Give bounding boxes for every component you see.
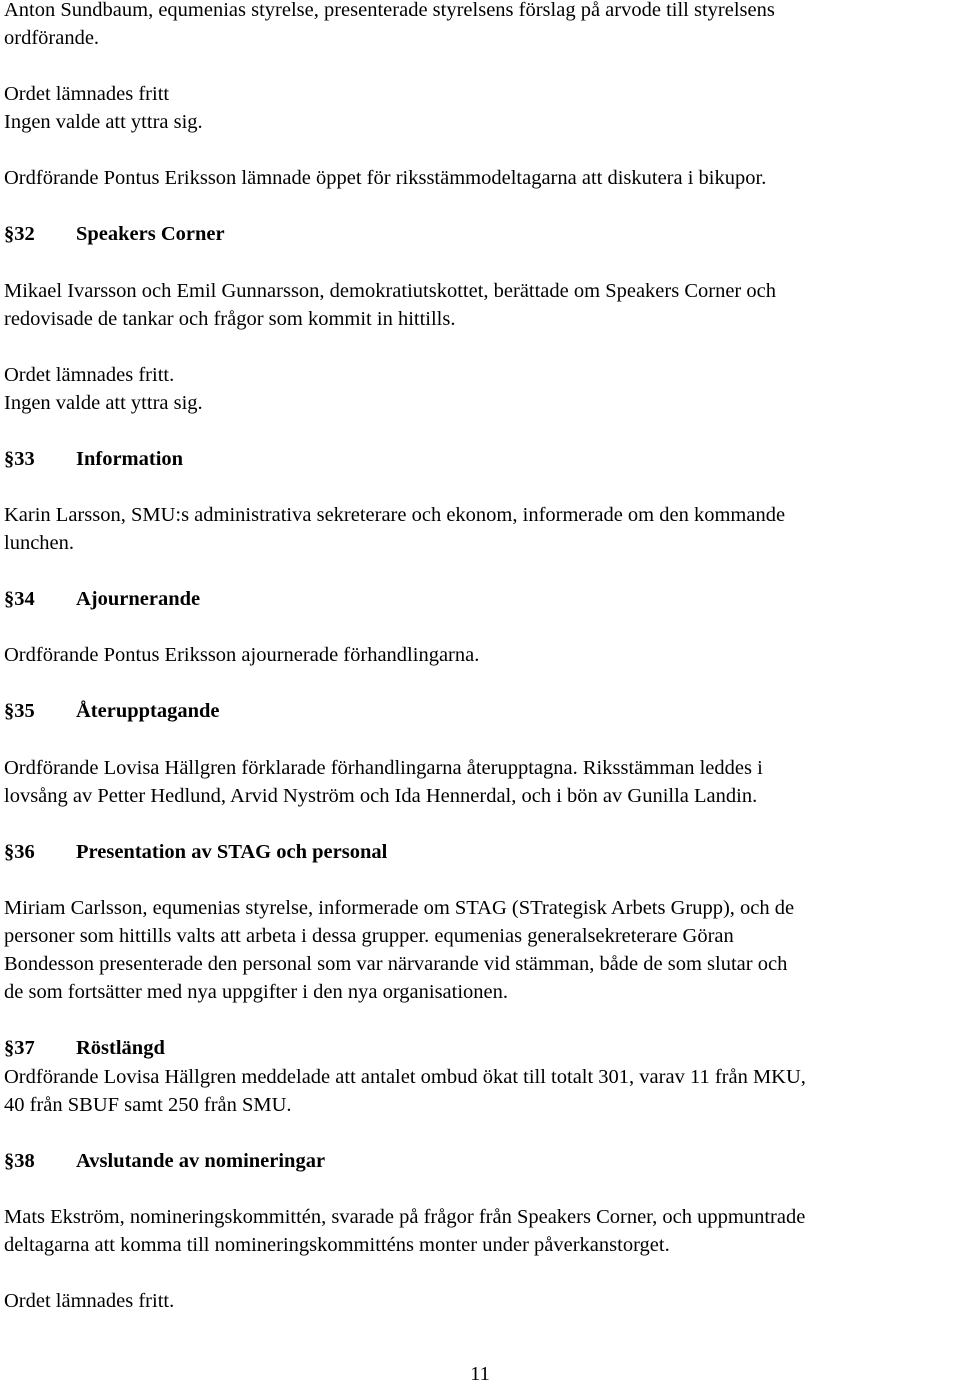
paragraph-line: Ordet lämnades fritt.: [4, 364, 175, 386]
paragraph-line: Ordförande Lovisa Hällgren meddelade att antalet ombud ökat till totalt 301, varav 11 från MKU,: [4, 1066, 806, 1088]
paragraph-line: Mikael Ivarsson och Emil Gunnarsson, demokratiutskottet, berättade om Speakers Corner och: [4, 280, 776, 302]
section-heading-37: [4, 1036, 165, 1060]
section-heading-36: [4, 840, 387, 864]
paragraph-line: lunchen.: [4, 532, 75, 554]
paragraph-line: personer som hittills valts att arbeta i dessa grupper. equmenias generalsekreterare Göran: [4, 925, 734, 947]
paragraph-line: Miriam Carlsson, equmenias styrelse, informerade om STAG (STrategisk Arbets Grupp), och de: [4, 897, 795, 919]
section-title: Avslutande av nomineringar: [76, 1150, 326, 1172]
section-title: Information: [76, 448, 184, 470]
section-title: Ajournerande: [76, 588, 201, 610]
section-number: §37: [4, 1037, 35, 1059]
paragraph-line: Ingen valde att yttra sig.: [4, 111, 203, 133]
paragraph-line: Mats Ekström, nomineringskommittén, svarade på frågor från Speakers Corner, och uppmuntrade: [4, 1206, 806, 1228]
section-title: Återupptagande: [76, 700, 220, 722]
paragraph-line: redovisade de tankar och frågor som kommit in hittills.: [4, 308, 456, 330]
paragraph-line: lovsång av Petter Hedlund, Arvid Nyström och Ida Hennerdal, och i bön av Gunilla Landin.: [4, 785, 758, 807]
paragraph-line: Ordförande Pontus Eriksson ajournerade förhandlingarna.: [4, 644, 480, 666]
paragraph-line: 40 från SBUF samt 250 från SMU.: [4, 1094, 292, 1116]
section-heading-33: [4, 447, 183, 471]
section-heading-34: [4, 587, 200, 611]
section-title: Presentation av STAG och personal: [76, 841, 388, 863]
section-number: §33: [4, 448, 35, 470]
paragraph-line: Ordförande Pontus Eriksson lämnade öppet för riksstämmodeltagarna att diskutera i bikupor.: [4, 167, 767, 189]
section-title: Speakers Corner: [76, 223, 225, 245]
paragraph-line: Ordet lämnades fritt: [4, 83, 170, 105]
paragraph-line: Karin Larsson, SMU:s administrativa sekreterare och ekonom, informerade om den kommande: [4, 504, 786, 526]
section-heading-35: [4, 699, 220, 723]
section-number: §34: [4, 588, 35, 610]
paragraph-line: Ordförande Lovisa Hällgren förklarade förhandlingarna återupptagna. Riksstämman leddes i: [4, 757, 763, 779]
section-heading-38: [4, 1149, 325, 1173]
paragraph-line: Anton Sundbaum, equmenias styrelse, presenterade styrelsens förslag på arvode till styrelsens: [4, 0, 775, 21]
section-number: §36: [4, 841, 35, 863]
section-heading-32: [4, 222, 225, 246]
section-number: §35: [4, 700, 35, 722]
paragraph-line: Ingen valde att yttra sig.: [4, 392, 203, 414]
paragraph-line: de som fortsätter med nya uppgifter i den nya organisationen.: [4, 981, 509, 1003]
section-number: §38: [4, 1150, 35, 1172]
paragraph-line: Ordet lämnades fritt.: [4, 1290, 175, 1312]
paragraph-line: deltagarna att komma till nomineringskommitténs monter under påverkanstorget.: [4, 1234, 670, 1256]
page-number: 11: [470, 1363, 490, 1385]
section-number: §32: [4, 223, 35, 245]
section-title: Röstlängd: [76, 1037, 165, 1059]
paragraph-line: ordförande.: [4, 27, 100, 49]
paragraph-line: Bondesson presenterade den personal som var närvarande vid stämman, både de som slutar och: [4, 953, 788, 975]
